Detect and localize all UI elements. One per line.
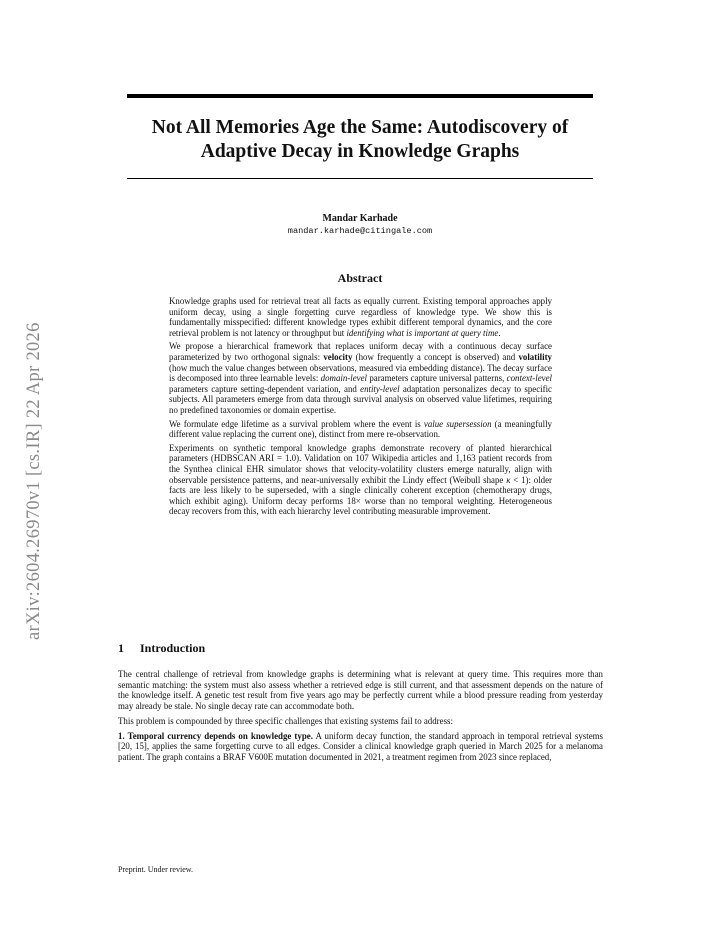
body-paragraph: The central challenge of retrieval from knowledge graphs is determining what is relevant at query time. This requires more than semantic matching: the system must also assess whether a retrieved edge is still current, and that assessment depends on the nature of the knowledge itself. A genetic test result from five years ago may be perfectly current while a blood pressure reading from yesterday may already be stale. No single decay rate can accommodate both. [118, 669, 603, 712]
author-email: mandar.karhade@citingale.com [287, 226, 433, 236]
title-top-rule [127, 94, 593, 98]
paper-title [127, 116, 593, 164]
preprint-footer: Preprint. Under review. [118, 865, 194, 874]
abstract-paragraph: Knowledge graphs used for retrieval treat all facts as equally current. Existing temporal approaches apply uniform decay, using a single forgetting curve regardless of knowledge type. We show this is fundamentally misspecified: different knowledge types exhibit different temporal dynamics, and the core retrieval problem is not latency or throughput but identifying what is important at query time. [169, 296, 552, 338]
abstract-paragraph: Experiments on synthetic temporal knowledge graphs demonstrate recovery of planted hierarchical parameters (HDBSCAN ARI = 1.0). Validation on 107 Wikipedia articles and 1,163 patient records from the Synthea clinical EHR simulator shows that velocity-volatility clusters emerge naturally, align with observable persistence patterns, and near-universally exhibit the Lindy effect (Weibull shape κ < 1): older facts are less likely to be superseded, with a single clinically coherent exception (chemotherapy drugs, which exhibit aging). Uniform decay performs 18× worse than no temporal weighting. Heterogeneous decay recovers from this, with each hierarchy level contributing measurable improvement. [169, 442, 552, 517]
author-name: Mandar Karhade [322, 213, 398, 224]
abstract-body [169, 296, 552, 520]
title-bottom-rule [127, 178, 593, 179]
body-paragraph: 1. Temporal currency depends on knowledge type. A uniform decay function, the standard approach in temporal retrieval systems [20, 15], applies the same forgetting curve to all edges. Consider a clinical knowledge graph queried in March 2025 for a melanoma patient. The graph contains a BRAF V600E mutation documented in 2021, a treatment regimen from 2023 since replaced, [118, 730, 603, 762]
abstract-paragraph: We propose a hierarchical framework that replaces uniform decay with a continuous decay surface parameterized by two orthogonal signals: velocity (how frequently a concept is observed) and volatility (how much the value changes between observations, measured via embedding distance). The decay surface is decomposed into three learnable levels: domain-level parameters capture universal patterns, context-level parameters capture setting-dependent variation, and entity-level adaptation personalizes decay to specific subjects. All parameters emerge from data through survival analysis on observed value lifetimes, requiring no predefined taxonomies or domain expertise. [169, 341, 553, 415]
title-line-1: Not All Memories Age the Same: Autodiscovery of [151, 117, 569, 138]
title-line-2: Adaptive Decay in Knowledge Graphs [200, 141, 520, 162]
arxiv-identifier: arXiv:2604.26970v1 [cs.IR] 22 Apr 2026 [24, 322, 44, 640]
section-number: 1 [118, 641, 124, 655]
section-heading [118, 641, 205, 656]
section-title: Introduction [140, 641, 206, 655]
abstract-paragraph: We formulate edge lifetime as a survival problem where the event is value supersession (a meaningfully different value replacing the current one), distinct from mere re-observation. [169, 418, 552, 440]
abstract-heading: Abstract [337, 271, 383, 285]
introduction-body [118, 669, 603, 767]
body-paragraph: This problem is compounded by three specific challenges that existing systems fail to address: [118, 715, 453, 726]
